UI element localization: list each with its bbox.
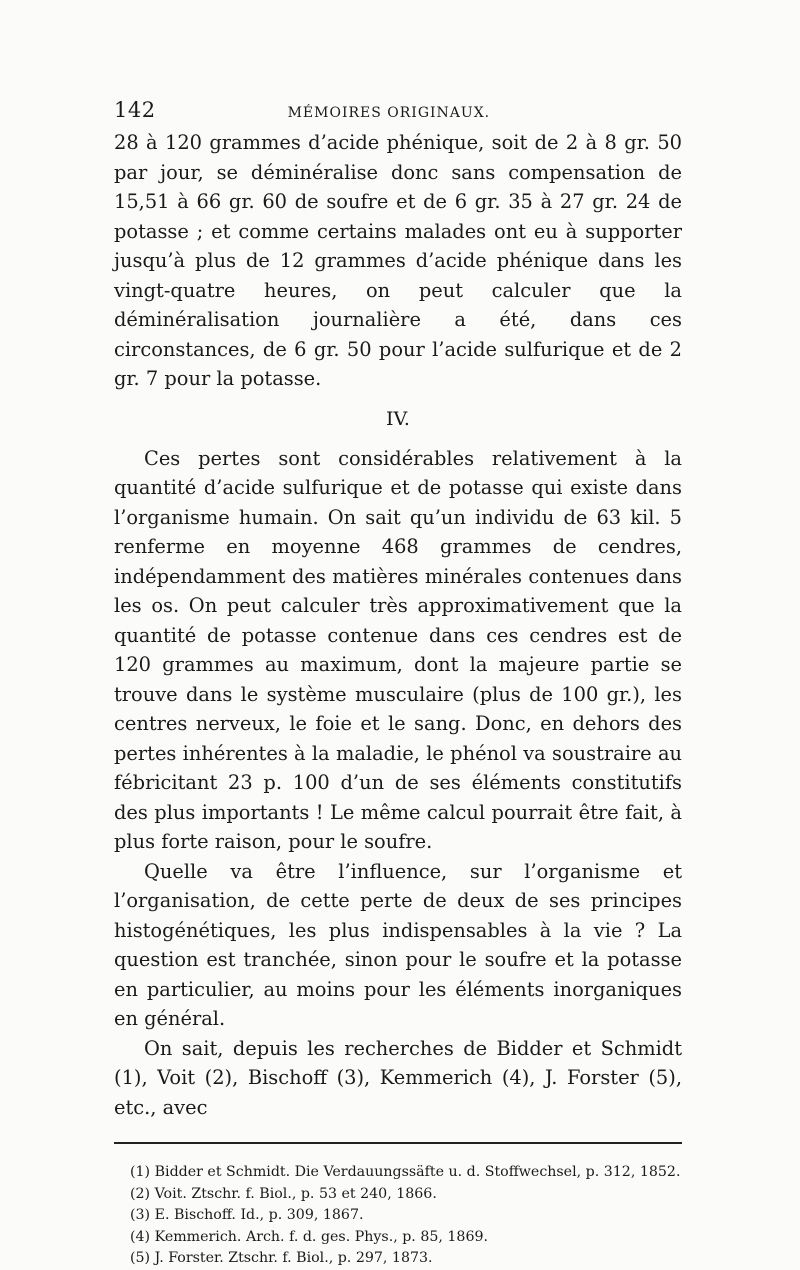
footnote: (3) E. Bischoff. Id., p. 309, 1867. <box>130 1207 364 1224</box>
document-page <box>114 98 682 1270</box>
paragraph: Quelle va être l’influence, sur l’organisme et l’organisation, de cette perte de deux de ses principes histogénétiques, les plus indispensables à la vie ? La question est tranchée, sinon pour le soufre et la potasse en particulier, au moins pour les éléments inorganiques en général. <box>114 859 682 1030</box>
page-header <box>114 98 682 128</box>
section-heading: IV. <box>386 407 410 430</box>
footnote: (5) J. Forster. Ztschr. f. Biol., p. 297, 1873. <box>130 1250 433 1267</box>
footnotes <box>114 1162 682 1270</box>
footnote: (2) Voit. Ztschr. f. Biol., p. 53 et 240, 1866. <box>130 1185 437 1202</box>
paragraph-continuation: 28 à 120 grammes d’acide phénique, soit de 2 à 8 gr. 50 par jour, se déminéralise donc sans compensation de 15,51 à 66 gr. 60 de soufre et de 6 gr. 35 à 27 gr. 24 de potasse ; et comme certains malades ont eu à supporter jusqu’à plus de 12 grammes d’acide phénique dans les vingt-quatre heures, on peut calculer que la déminéralisation journalière a été, dans ces circonstances, de 6 gr. 50 pour l’acide sulfurique et de 2 gr. 7 pour la potasse. <box>114 131 682 390</box>
page-number: 142 <box>114 98 156 122</box>
footnote-rule <box>114 1142 682 1144</box>
paragraph: Ces pertes sont considérables relativement à la quantité d’acide sulfurique et de potasse qui existe dans l’organisme humain. On sait qu’un individu de 63 kil. 5 renferme en moyenne 468 grammes de cendres, indépendamment des matières minérales contenues dans les os. On peut calculer très approximativement que la quantité de potasse contenue dans ces cendres est de 120 grammes au maximum, dont la majeure partie se trouve dans le système musculaire (plus de 100 gr.), les centres nerveux, le foie et le sang. Donc, en dehors des pertes inhérentes à la maladie, le phénol va soustraire au fébricitant 23 p. 100 d’un de ses éléments constitutifs des plus importants ! Le même calcul pourrait être fait, à plus forte raison, pour le soufre. <box>114 446 682 853</box>
body-text <box>114 128 682 1122</box>
footnote: (1) Bidder et Schmidt. Die Verdauungssäfte u. d. Stoffwechsel, p. 312, 1852. <box>130 1164 681 1180</box>
paragraph: On sait, depuis les recherches de Bidder et Schmidt (1), Voit (2), Bischoff (3), Kemmerich (4), J. Forster (5), etc., avec <box>114 1036 682 1119</box>
footnote: (4) Kemmerich. Arch. f. d. ges. Phys., p. 85, 1869. <box>130 1228 489 1245</box>
running-head: MÉMOIRES ORIGINAUX. <box>287 105 491 121</box>
